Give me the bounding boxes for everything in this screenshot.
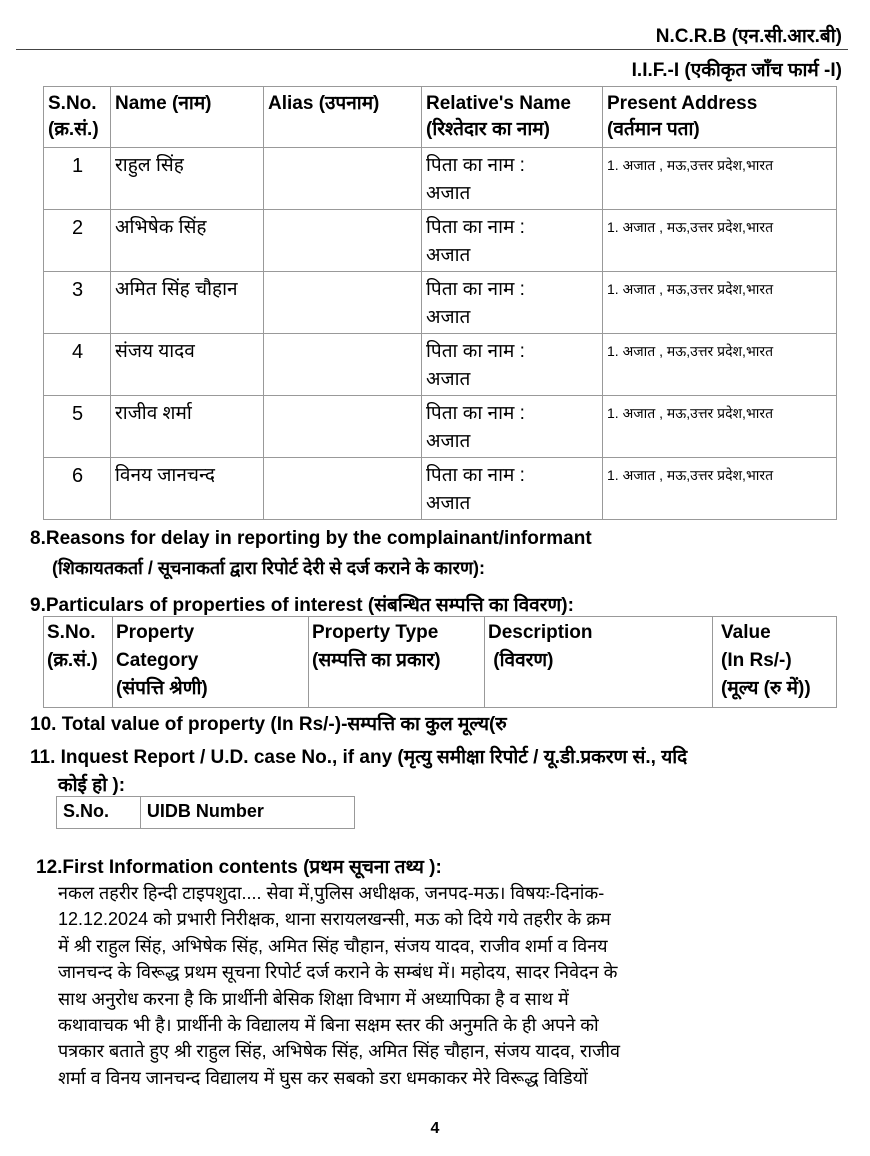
- section-11-title-line2: कोई हो ):: [58, 775, 126, 796]
- fir-line: जानचन्द के विरूद्ध प्रथम सूचना रिपोर्ट दर्ज कराने के सम्बंध में। महोदय, सादर निवेदन के: [58, 962, 618, 983]
- row-address: 1. अजात , मऊ,उत्तर प्रदेश,भारत: [603, 396, 837, 458]
- relative-value: अजात: [426, 493, 471, 514]
- prop-category-header: [113, 617, 309, 708]
- row-relative: [422, 334, 603, 396]
- page-number: 4: [430, 1120, 440, 1137]
- prop-description-en: Description: [488, 622, 593, 643]
- table-row: [44, 458, 837, 520]
- relative-label: पिता का नाम :: [426, 403, 525, 424]
- row-alias: [264, 272, 422, 334]
- prop-category-line1: Property: [116, 622, 195, 643]
- row-alias: [264, 396, 422, 458]
- relative-value: अजात: [426, 245, 471, 266]
- alias-header: [264, 87, 422, 148]
- accused-table: [43, 86, 837, 520]
- uidb-table: [56, 796, 355, 829]
- sno-header: [44, 87, 111, 148]
- relative-header: [422, 87, 603, 148]
- relative-header-en: Relative's Name: [426, 93, 571, 114]
- fir-line: में श्री राहुल सिंह, अभिषेक सिंह, अमित सिंह चौहान, संजय यादव, राजीव शर्मा व विनय: [58, 935, 608, 956]
- section-11-title: 11. Inquest Report / U.D. case No., if any (मृत्यु समीक्षा रिपोर्ट / यू.डी.प्रकरण सं., यदि: [30, 747, 688, 768]
- row-address: 1. अजात , मऊ,उत्तर प्रदेश,भारत: [603, 272, 837, 334]
- prop-value-hi: (मूल्य (रु में)): [721, 678, 811, 699]
- prop-sno-header-hi: (क्र.सं.): [47, 650, 98, 671]
- relative-label: पिता का नाम :: [426, 155, 525, 176]
- prop-value-header: [713, 617, 837, 708]
- prop-type-en: Property Type: [312, 622, 439, 643]
- section-8-title: 8.Reasons for delay in reporting by the complainant/informant: [30, 528, 592, 549]
- header-divider: [16, 49, 848, 50]
- prop-type-header: [309, 617, 485, 708]
- row-sno: 3: [44, 272, 111, 334]
- address-header-en: Present Address: [607, 93, 758, 114]
- relative-label: पिता का नाम :: [426, 217, 525, 238]
- fir-line: साथ अनुरोध करना है कि प्रार्थीनी बेसिक शिक्षा विभाग में अध्यापिका है व साथ में: [58, 988, 569, 1009]
- row-sno: 6: [44, 458, 111, 520]
- row-alias: [264, 148, 422, 210]
- row-sno: 2: [44, 210, 111, 272]
- table-row: [44, 272, 837, 334]
- properties-table: [43, 616, 837, 708]
- row-name: विनय जानचन्द: [111, 458, 264, 520]
- address-header-hi: (वर्तमान पता): [607, 119, 700, 140]
- name-header-text: Name (नाम): [115, 93, 212, 114]
- fir-line: शर्मा व विनय जानचन्द विद्यालय में घुस कर सबको डरा धमकाकर मेरे विरूद्ध विडियों: [58, 1067, 588, 1088]
- relative-label: पिता का नाम :: [426, 341, 525, 362]
- uidb-sno-header: S.No.: [57, 797, 141, 829]
- prop-sno-header: [44, 617, 113, 708]
- relative-value: अजात: [426, 431, 471, 452]
- alias-header-text: Alias (उपनाम): [268, 93, 380, 114]
- row-name: अभिषेक सिंह: [111, 210, 264, 272]
- row-sno: 5: [44, 396, 111, 458]
- row-address: 1. अजात , मऊ,उत्तर प्रदेश,भारत: [603, 210, 837, 272]
- row-sno: 1: [44, 148, 111, 210]
- relative-header-hi: (रिश्तेदार का नाम): [426, 119, 550, 140]
- address-header: [603, 87, 837, 148]
- row-name: अमित सिंह चौहान: [111, 272, 264, 334]
- prop-type-hi: (सम्पत्ति का प्रकार): [312, 650, 441, 671]
- uidb-number-header: UIDB Number: [140, 797, 354, 829]
- section-9-title: 9.Particulars of properties of interest (संबन्धित सम्पत्ति का विवरण):: [30, 595, 574, 616]
- relative-label: पिता का नाम :: [426, 465, 525, 486]
- sno-header-hi: (क्र.सं.): [48, 119, 99, 140]
- prop-value-unit: (In Rs/-): [721, 650, 792, 671]
- relative-value: अजात: [426, 307, 471, 328]
- fir-line: नकल तहरीर हिन्दी टाइपशुदा.... सेवा में,पुलिस अधीक्षक, जनपद-मऊ। विषयः-दिनांक-: [58, 883, 605, 903]
- section-12-title: 12.First Information contents (प्रथम सूचना तथ्य ):: [36, 857, 442, 878]
- row-name: राहुल सिंह: [111, 148, 264, 210]
- first-information-text: [58, 880, 858, 1091]
- fir-line: 12.12.2024 को प्रभारी निरीक्षक, थाना सरायलखन्सी, मऊ को दिये गये तहरीर के क्रम: [58, 909, 611, 930]
- fir-line: पत्रकार बताते हुए श्री राहुल सिंह, अभिषेक सिंह, अमित सिंह चौहान, संजय यादव, राजीव: [58, 1041, 621, 1062]
- row-name: राजीव शर्मा: [111, 396, 264, 458]
- row-relative: [422, 272, 603, 334]
- row-relative: [422, 210, 603, 272]
- properties-table-header: [44, 617, 837, 708]
- prop-category-hi: (संपत्ति श्रेणी): [116, 678, 208, 699]
- row-alias: [264, 210, 422, 272]
- uidb-table-header: [57, 797, 355, 829]
- row-relative: [422, 148, 603, 210]
- row-relative: [422, 458, 603, 520]
- name-header: [111, 87, 264, 148]
- table-row: [44, 210, 837, 272]
- prop-sno-header-en: S.No.: [47, 622, 96, 643]
- row-address: 1. अजात , मऊ,उत्तर प्रदेश,भारत: [603, 458, 837, 520]
- prop-description-hi: (विवरण): [488, 650, 554, 671]
- section-8-subtitle: (शिकायतकर्ता / सूचनाकर्ता द्वारा रिपोर्ट देरी से दर्ज कराने के कारण):: [52, 558, 486, 578]
- relative-label: पिता का नाम :: [426, 279, 525, 300]
- prop-description-header: [485, 617, 713, 708]
- ncrb-header: N.C.R.B (एन.सी.आर.बी): [655, 26, 842, 47]
- relative-value: अजात: [426, 369, 471, 390]
- row-alias: [264, 334, 422, 396]
- row-address: 1. अजात , मऊ,उत्तर प्रदेश,भारत: [603, 334, 837, 396]
- row-alias: [264, 458, 422, 520]
- accused-table-header: [44, 87, 837, 148]
- form-title: I.I.F.-I (एकीकृत जाँच फार्म -I): [631, 60, 842, 81]
- row-address: 1. अजात , मऊ,उत्तर प्रदेश,भारत: [603, 148, 837, 210]
- row-relative: [422, 396, 603, 458]
- table-row: [44, 334, 837, 396]
- row-name: संजय यादव: [111, 334, 264, 396]
- table-row: [44, 396, 837, 458]
- table-row: [44, 148, 837, 210]
- sno-header-en: S.No.: [48, 93, 97, 114]
- section-10-title: 10. Total value of property (In Rs/-)-सम्पत्ति का कुल मूल्य(रु: [30, 714, 507, 735]
- relative-value: अजात: [426, 183, 471, 204]
- row-sno: 4: [44, 334, 111, 396]
- fir-line: कथावाचक भी है। प्रार्थीनी के विद्यालय में बिना सक्षम स्तर की अनुमति के ही अपने को: [58, 1015, 599, 1036]
- prop-value-en: Value: [721, 622, 771, 643]
- prop-category-line2: Category: [116, 650, 199, 671]
